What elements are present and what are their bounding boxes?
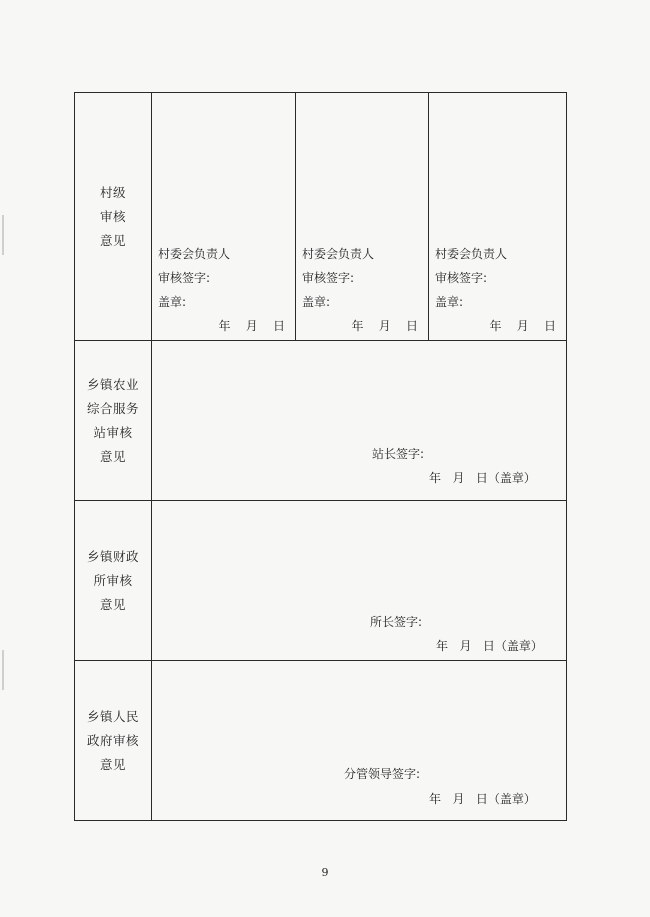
village-official-label: 村委会负责人 [435, 247, 508, 261]
village-review-row [75, 93, 566, 341]
station-head-signature-field[interactable]: 站长签字: [372, 447, 425, 461]
village-date-field[interactable]: 年 月 日 [351, 319, 418, 333]
village-signature-field[interactable]: 审核签字: [302, 271, 355, 285]
agri-station-label: 乡镇农业 综合服务 站审核 意见 [86, 376, 139, 464]
approval-form-table [74, 92, 567, 821]
village-seal-field[interactable]: 盖章: [435, 295, 464, 309]
finance-review-row [75, 501, 566, 661]
village-seal-field[interactable]: 盖章: [158, 295, 187, 309]
finance-label-cell [75, 501, 152, 660]
village-seal-field[interactable]: 盖章: [302, 295, 331, 309]
village-review-label: 村级 审核 意见 [99, 184, 126, 248]
village-signature-block [152, 93, 296, 340]
government-label: 乡镇人民 政府审核 意见 [86, 708, 139, 772]
village-date-field[interactable]: 年 月 日 [489, 319, 556, 333]
leader-signature-field[interactable]: 分管领导签字: [344, 767, 421, 781]
finance-date-seal-field[interactable]: 年 月 日（盖章） [436, 639, 543, 653]
finance-head-signature-field[interactable]: 所长签字: [370, 615, 423, 629]
village-signature-block [296, 93, 429, 340]
agri-station-label-cell [75, 341, 152, 500]
government-review-content [152, 661, 566, 820]
village-signature-block [429, 93, 566, 340]
village-review-label-cell [75, 93, 152, 340]
government-review-row [75, 661, 566, 820]
village-official-label: 村委会负责人 [158, 247, 231, 261]
finance-label: 乡镇财政 所审核 意见 [86, 548, 139, 612]
village-review-content [152, 93, 566, 340]
binding-mark [2, 650, 9, 690]
agri-station-review-content [152, 341, 566, 500]
binding-mark [2, 215, 9, 255]
government-date-seal-field[interactable]: 年 月 日（盖章） [429, 792, 536, 806]
village-signature-field[interactable]: 审核签字: [158, 271, 211, 285]
page-number: 9 [321, 866, 329, 879]
finance-review-content [152, 501, 566, 660]
station-date-seal-field[interactable]: 年 月 日（盖章） [429, 471, 536, 485]
village-signature-field[interactable]: 审核签字: [435, 271, 488, 285]
village-official-label: 村委会负责人 [302, 247, 375, 261]
village-date-field[interactable]: 年 月 日 [218, 319, 285, 333]
agri-station-review-row [75, 341, 566, 501]
government-label-cell [75, 661, 152, 820]
